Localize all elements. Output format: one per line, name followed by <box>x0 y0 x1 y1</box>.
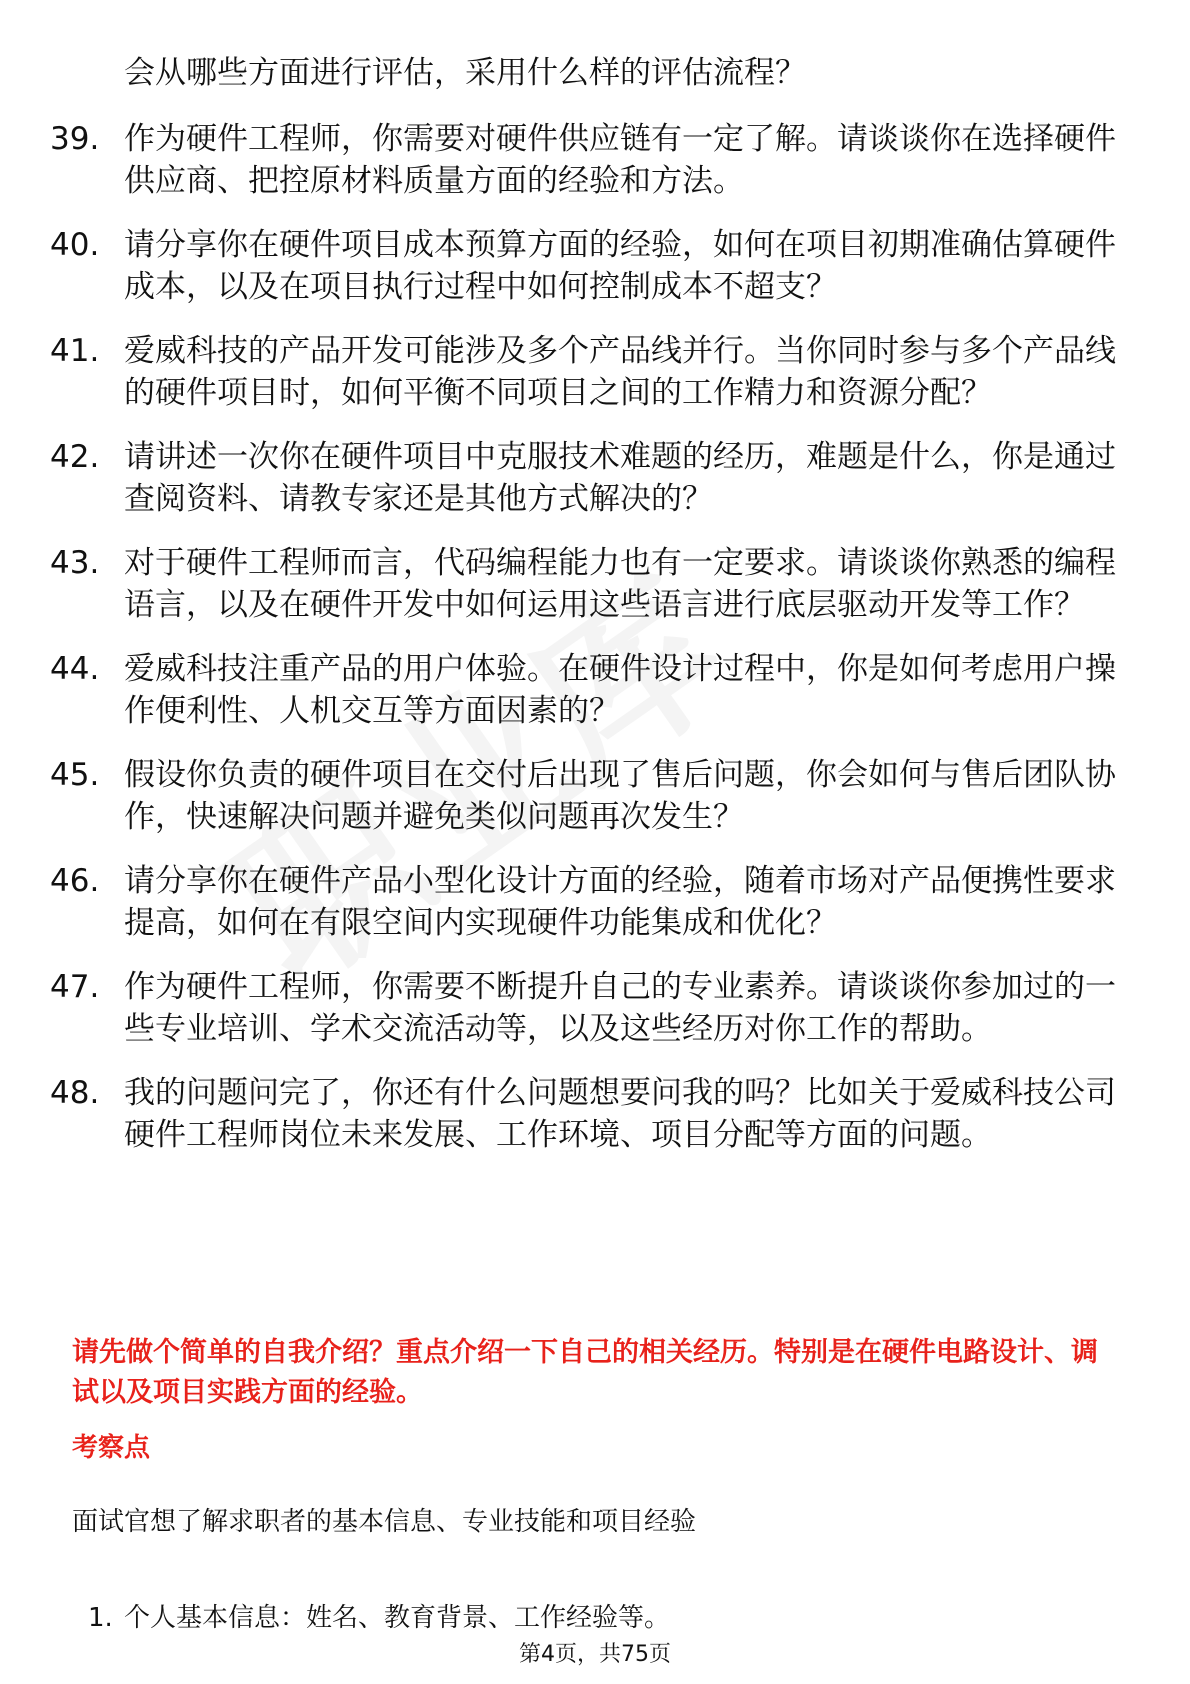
question-item <box>50 118 1120 202</box>
question-item <box>50 330 1120 414</box>
question-text: 爱威科技的产品开发可能涉及多个产品线并行。当你同时参与多个产品线的硬件项目时，如何平衡不同项目之间的工作精力和资源分配？ <box>124 333 1116 411</box>
sub-item-list <box>88 1600 670 1636</box>
question-item <box>50 648 1120 732</box>
question-number: 43. <box>50 545 100 581</box>
page-footer: 第4页，共75页 <box>519 1642 671 1667</box>
sub-item <box>88 1600 670 1636</box>
continuation-line: 会从哪些方面进行评估，采用什么样的评估流程？ <box>124 55 806 91</box>
question-item <box>50 542 1120 626</box>
question-number: 46. <box>50 863 100 899</box>
question-number: 42. <box>50 439 100 475</box>
question-text: 爱威科技注重产品的用户体验。在硬件设计过程中，你是如何考虑用户操作便利性、人机交互等方面因素的？ <box>124 651 1116 729</box>
section-label: 考察点 <box>72 1433 151 1463</box>
question-text: 请分享你在硬件项目成本预算方面的经验，如何在项目初期准确估算硬件成本，以及在项目执行过程中如何控制成本不超支？ <box>124 227 1116 305</box>
question-item <box>50 966 1120 1050</box>
highlight-question: 请先做个简单的自我介绍？重点介绍一下自己的相关经历。特别是在硬件电路设计、调试以及项目实践方面的经验。 <box>72 1337 1098 1408</box>
question-text: 作为硬件工程师，你需要不断提升自己的专业素养。请谈谈你参加过的一些专业培训、学术交流活动等，以及这些经历对你工作的帮助。 <box>124 969 1116 1047</box>
question-number: 48. <box>50 1075 100 1111</box>
question-item <box>50 860 1120 944</box>
section-intro: 面试官想了解求职者的基本信息、专业技能和项目经验 <box>72 1507 697 1537</box>
question-text: 假设你负责的硬件项目在交付后出现了售后问题，你会如何与售后团队协作，快速解决问题并避免类似问题再次发生？ <box>124 757 1116 835</box>
question-number: 39. <box>50 121 100 157</box>
question-item <box>50 436 1120 520</box>
question-number: 45. <box>50 757 100 793</box>
question-text: 作为硬件工程师，你需要对硬件供应链有一定了解。请谈谈你在选择硬件供应商、把控原材料质量方面的经验和方法。 <box>124 121 1116 199</box>
question-text: 请分享你在硬件产品小型化设计方面的经验，随着市场对产品便携性要求提高，如何在有限空间内实现硬件功能集成和优化？ <box>124 863 1116 941</box>
question-item <box>50 224 1120 308</box>
question-text: 请讲述一次你在硬件项目中克服技术难题的经历，难题是什么，你是通过查阅资料、请教专家还是其他方式解决的？ <box>124 439 1116 517</box>
question-number: 44. <box>50 651 100 687</box>
question-item <box>50 1072 1120 1156</box>
sub-item-number: 1. <box>88 1603 113 1633</box>
question-number: 41. <box>50 333 100 369</box>
question-number: 47. <box>50 969 100 1005</box>
question-number: 40. <box>50 227 100 263</box>
question-item <box>50 754 1120 838</box>
sub-item-text: 个人基本信息：姓名、教育背景、工作经验等。 <box>124 1603 671 1633</box>
question-list <box>50 118 1120 1178</box>
question-text: 我的问题问完了，你还有什么问题想要问我的吗？比如关于爱威科技公司硬件工程师岗位未来发展、工作环境、项目分配等方面的问题。 <box>124 1075 1116 1153</box>
question-text: 对于硬件工程师而言，代码编程能力也有一定要求。请谈谈你熟悉的编程语言，以及在硬件开发中如何运用这些语言进行底层驱动开发等工作？ <box>124 545 1116 623</box>
